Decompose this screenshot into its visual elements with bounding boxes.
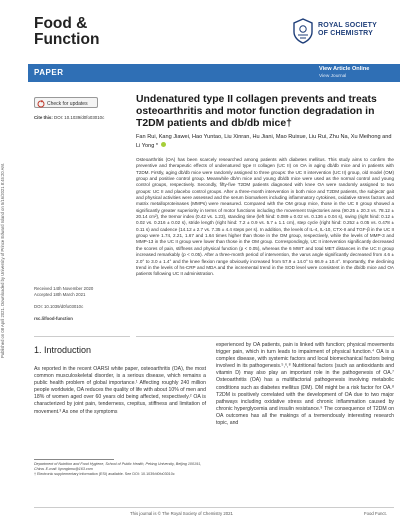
esi-footnote: † Electronic supplementary information (ESI) available. See DOI: 10.1039/d0fo03010c (34, 472, 175, 476)
refresh-icon (37, 100, 45, 108)
journal-title[interactable] (34, 16, 99, 48)
download-notice: Published on 08 April 2021. Downloaded by University of Prince Edward Island on 5/16/2021 8:45:20 AM. (0, 162, 5, 358)
view-journal-link[interactable]: View Journal (319, 74, 347, 79)
journal-url[interactable]: rsc.li/food-function (34, 316, 73, 321)
divider-left (34, 336, 130, 337)
section-heading-introduction: 1. Introduction (34, 345, 92, 355)
journal-abbrev-footer: Food Funct. (364, 511, 387, 516)
publisher-line1: ROYAL SOCIETY (318, 22, 378, 29)
article-history (34, 286, 93, 322)
article-type-band (28, 64, 400, 82)
divider-right (136, 336, 394, 337)
introduction-column-left: As reported in the recent OARSI white paper, osteoarthritis (OA), the most common musculoskeletal disorder, is a serious disease, which remains a public health problem of global importance.¹ Affecting roughly 240 million people worldwide, OA reduces the quality of life with about 10% of men and 18% of women aged over 60 years old being affected, respectively.² OA is characterized by joint pain, tenderness, crepitus, stiffness and limitation of movement.³ As one of the symptoms (34, 366, 206, 415)
received-date: Received 14th November 2020 (34, 286, 94, 291)
journal-title-line1: Food & (34, 15, 88, 32)
publisher-logo[interactable] (292, 18, 390, 48)
journal-title-line2: Function (34, 31, 100, 48)
footnote-divider (34, 459, 114, 460)
abstract: Osteoarthritis (OA) has been scarcely researched among patients with diabetes mellitus. This study aims to confirm the preventive and therapeutic effects of undenatured type II collagen (UC II) on OA in aging db/db mice and in patients with T2DM. Firstly, aging db/db mice were randomly assigned to three groups: the UC II intervention (UC II) group, old model (OM) group and positive control group. Meanwhile db/m mice and young db/db mice were used as the normal control and young control groups, respectively. Secondly, fifty-five T2DM patients diagnosed with knee OA were randomly assigned to two groups: UC II and placebo control groups. After a three-month intervention in both mice and T2DM patients, the subjects' gait and physical activities were assessed and the serum biomarkers including inflammatory cytokines, oxidative stress factors and matrix metalloproteinases (MMPs) were measured. Compared with the OM group mice, those in the UC II group showed a significantly greater superiority in terms of motor functions including the movement trajectories area (90.25 ± 20.3 vs. 78.12 ± 20.14 cm²), the tremor index (0.42 vs. 1.23), standing time (left hind: 0.089 ± 0.02 vs. 0.136 ± 0.04 s), swing (right hind: 0.12 ± 0.02 vs. 0.216 ± 0.02 s), stride length (right hind: 7.2 ± 0.9 vs. 5.7 ± 1.1 cm), step cycle (right hind: 0.252 ± 0.05 vs. 0.478 ± 0.11 s) and cadence (14.12 ± 2.7 vs. 7.35 ± 4.4 steps per s). In addition, the levels of IL-4, IL-10, CTX-II and TGF-β in the UC II group were 1.74, 2.21, 1.67 and 1.64 times higher than those in the OM group, respectively, while the levels of MMP-3 and MMP-13 in the UC II group were lower than those in the OM group. Correspondingly, UC II intervention significantly decreased the scores of pain, stiffness and physical function (p < 0.05), whereas the 6 MWT and total MET distances in the UC II group increased remarkably (p < 0.05). After a three-month period of intervention, the varus angle significantly decreased from 4.6 ± 2.0° to 3.0 ± 1.4° and the knee flexion range obviously increased from 57.9 ± 14.0° to 66.9 ± 10.4°. Importantly, the declining trend in the levels of hs-CRP and MDA and the incremental trend in the SOD level were consistent in the db/db mice and OA patients following UC II administration. (136, 157, 394, 277)
check-for-updates-button[interactable] (34, 97, 98, 108)
cite-doi[interactable]: DOI: 10.1039/d0fo03010c (54, 115, 105, 120)
affiliation-footnote: Department of Nutrition and Food Hygiene, School of Public Health, Peking University, Beijing 100191, China. E-mail: liyongbmu@163.com (34, 462, 202, 471)
introduction-column-right: experienced by OA patients, pain is linked with function; physical movements trigger pain, which in turn leads to impairment of physical function.⁴ OA is a complex disease, with systemic factors and local biomechanical factors being involved in its pathogenesis.⁵,⁶,⁸ Nutritional factors (such as antioxidants and vitamin D) may also play an important role in the pathogenesis of OA.⁷ Osteoarthritis (OA) has a multifactorial pathogenesis involving metabolic conditions such as diabetes mellitus (DM). DM might be a risk factor for OA.⁸ T2DM is positively correlated with the development of OA due to two major pathways including oxidative stress and chronic inflammation caused by chronic hyperglycemia and insulin resistance.⁹ The consequence of T2DM on OA outcomes has all the makings of a tremendously interesting research topic, and (216, 342, 394, 427)
rsc-crest-icon (292, 18, 314, 44)
author-list (136, 134, 394, 150)
citation-line (34, 115, 104, 120)
accepted-date: Accepted 18th March 2021 (34, 292, 86, 297)
publisher-line2: OF CHEMISTRY (318, 29, 374, 37)
article-type-label: PAPER (34, 68, 64, 77)
cite-label: Cite this: (34, 115, 53, 120)
copyright-footer: This journal is © The Royal Society of Chemistry 2021 (130, 511, 233, 516)
footnotes (34, 462, 206, 477)
history-doi[interactable]: DOI: 10.1039/d0fo03010c (34, 304, 84, 309)
view-article-online-link[interactable]: View Article Online (319, 66, 370, 72)
article-title: Undenatured type II collagen prevents and treats osteoarthritis and motor function degradation in T2DM patients and db/db mice† (136, 94, 377, 130)
check-for-updates-label: Check for updates (47, 100, 88, 107)
orcid-icon[interactable] (161, 142, 166, 147)
author-names: Fan Rui, Kang Jiawei, Hao Yuntao, Liu Xinran, Hu Jiani, Mao Ruixue, Liu Rui, Zhu Na, Xu Meihong and Li Yong * (136, 134, 392, 149)
